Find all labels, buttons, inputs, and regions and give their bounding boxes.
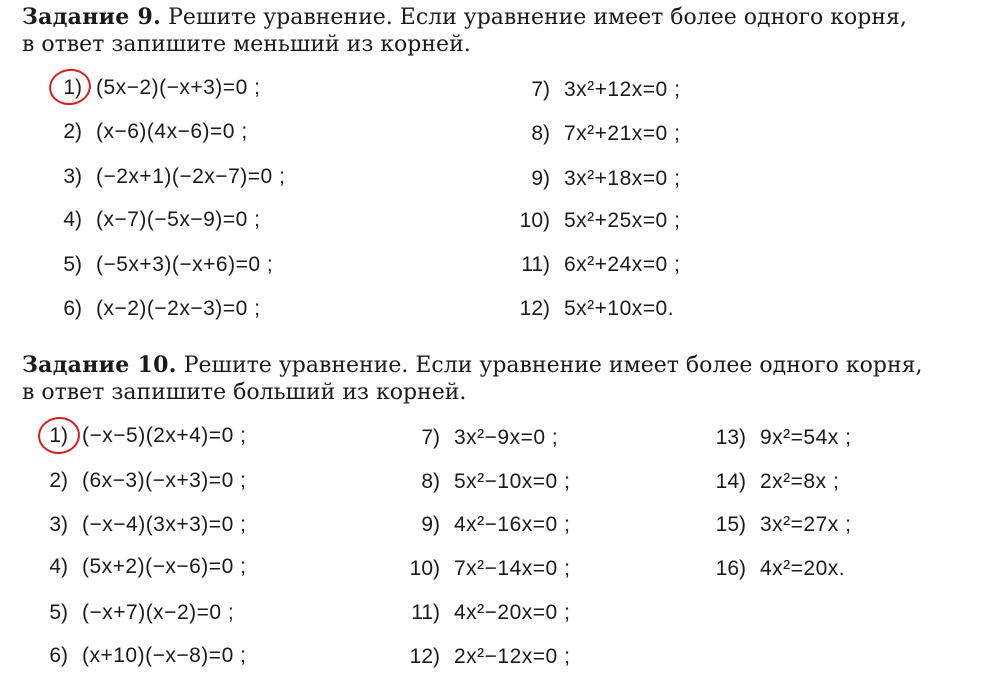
- task9-item-eq: 5x²+25x=0 ;: [564, 209, 681, 232]
- task9-item-eq: (−5x+3)(−x+6)=0 ;: [96, 253, 274, 276]
- task10-item-8: [394, 466, 570, 497]
- task9-item-eq: 5x²+10x=0.: [564, 297, 675, 320]
- task10-item-9: [394, 509, 570, 540]
- task10-item-3: [32, 509, 246, 540]
- task10-item-15: [700, 509, 851, 540]
- task9-text-line2: в ответ запишите меньший из корней.: [22, 32, 471, 57]
- task10-item-eq: 4x²−20x=0 ;: [454, 601, 571, 624]
- task9-item-num: 3): [63, 165, 82, 188]
- task10-item-eq: (6x−3)(−x+3)=0 ;: [82, 469, 247, 492]
- task10-item-12: [394, 641, 570, 672]
- task9-item-2: [40, 116, 248, 147]
- task10-item-1: [32, 420, 246, 451]
- task9-item-eq: (x−6)(4x−6)=0 ;: [96, 120, 248, 143]
- task10-item-num: 11): [411, 601, 440, 624]
- task10-title: Задание 10.: [22, 352, 177, 378]
- task9-item-num: 2): [63, 120, 82, 143]
- task10-item-num: 8): [421, 470, 440, 493]
- task10-item-num: 15): [715, 513, 746, 536]
- task10-item-num: 4): [49, 555, 68, 578]
- task10-item-num: 10): [409, 557, 440, 580]
- task10-item-eq: 2x²=8x ;: [760, 470, 840, 493]
- task10-item-eq: 3x²=27x ;: [760, 513, 852, 536]
- task10-item-eq: 4x²−16x=0 ;: [454, 513, 571, 536]
- task9-item-num: 8): [531, 122, 550, 145]
- task10-item-13: [700, 422, 851, 453]
- task10-item-eq: (−x−4)(3x+3)=0 ;: [82, 513, 247, 536]
- task10-item-14: [700, 466, 839, 497]
- task9-item-5: [40, 249, 273, 280]
- task9-item-num: 10): [519, 209, 550, 232]
- task9-item-eq: 3x²+12x=0 ;: [564, 78, 681, 101]
- task9-item-4: [40, 204, 260, 235]
- task9-item-eq: 6x²+24x=0 ;: [564, 253, 681, 276]
- task9-item-1: [40, 72, 260, 103]
- task10-item-num: 5): [49, 601, 68, 624]
- task10-item-num: 14): [715, 470, 746, 493]
- task9-item-8: [498, 118, 680, 149]
- task10-item-eq: (5x+2)(−x−6)=0 ;: [82, 555, 247, 578]
- task9-item-6: [40, 293, 260, 324]
- task10-item-num: 2): [49, 469, 68, 492]
- task9-item-num: 11): [521, 253, 550, 276]
- task9-item-num: 6): [63, 297, 82, 320]
- task10-item-num: 9): [421, 513, 440, 536]
- task9-item-eq: 7x²+21x=0 ;: [564, 122, 681, 145]
- task9-item-num: 7): [531, 78, 550, 101]
- task9-item-eq: 3x²+18x=0 ;: [564, 167, 681, 190]
- task10-item-eq: 2x²−12x=0 ;: [454, 645, 571, 668]
- task10-item-eq: 5x²−10x=0 ;: [454, 470, 571, 493]
- task10-item-2: [32, 465, 246, 496]
- task9-item-eq: (x−7)(−5x−9)=0 ;: [96, 208, 261, 231]
- task10-item-11: [394, 597, 570, 628]
- task10-item-eq: 3x²−9x=0 ;: [454, 426, 559, 449]
- task10-item-num: 3): [49, 513, 68, 536]
- task10-item-eq: (−x+7)(x−2)=0 ;: [82, 601, 235, 624]
- task10-item-eq: (−x−5)(2x+4)=0 ;: [82, 424, 247, 447]
- task10-item-eq: 9x²=54x ;: [760, 426, 852, 449]
- task10-item-10: [394, 553, 570, 584]
- task9-item-3: [40, 161, 285, 192]
- task10-item-6: [32, 640, 246, 671]
- task10-item-num: 7): [421, 426, 440, 449]
- task9-item-10: [498, 205, 680, 236]
- task9-header-line2: [22, 31, 471, 59]
- task9-item-eq: (x−2)(−2x−3)=0 ;: [96, 297, 261, 320]
- task10-text-line2: в ответ запишите больший из корней.: [22, 380, 467, 405]
- task9-text-line1: Решите уравнение. Если уравнение имеет более одного корня,: [161, 5, 907, 30]
- task10-item-num: 1): [49, 424, 68, 447]
- task9-item-9: [498, 163, 680, 194]
- task10-header: [22, 351, 922, 380]
- task10-item-5: [32, 597, 234, 628]
- task9-item-num: 9): [531, 167, 550, 190]
- task10-item-eq: (x+10)(−x−8)=0 ;: [82, 644, 247, 667]
- task9-item-7: [498, 74, 680, 105]
- task10-item-7: [394, 422, 558, 453]
- task10-item-num: 6): [49, 644, 68, 667]
- task9-item-11: [498, 249, 680, 280]
- task9-item-num: 5): [63, 253, 82, 276]
- task9-title: Задание 9.: [22, 4, 162, 30]
- task10-item-num: 13): [715, 426, 746, 449]
- task10-item-4: [32, 551, 246, 582]
- task10-item-16: [700, 553, 845, 584]
- task9-item-num: 1): [63, 76, 82, 99]
- task9-item-12: [498, 293, 674, 324]
- task9-item-num: 12): [519, 297, 550, 320]
- task10-item-num: 12): [409, 645, 440, 668]
- task10-header-line2: [22, 379, 466, 407]
- task10-text-line1: Решите уравнение. Если уравнение имеет более одного корня,: [176, 353, 923, 378]
- task9-item-num: 4): [63, 208, 82, 231]
- task9-item-eq: (−2x+1)(−2x−7)=0 ;: [96, 165, 286, 188]
- task10-item-eq: 7x²−14x=0 ;: [454, 557, 571, 580]
- task9-item-eq: (5x−2)(−x+3)=0 ;: [96, 76, 261, 99]
- task9-header: [22, 3, 907, 32]
- task10-item-num: 16): [715, 557, 746, 580]
- task10-item-eq: 4x²=20x.: [760, 557, 846, 580]
